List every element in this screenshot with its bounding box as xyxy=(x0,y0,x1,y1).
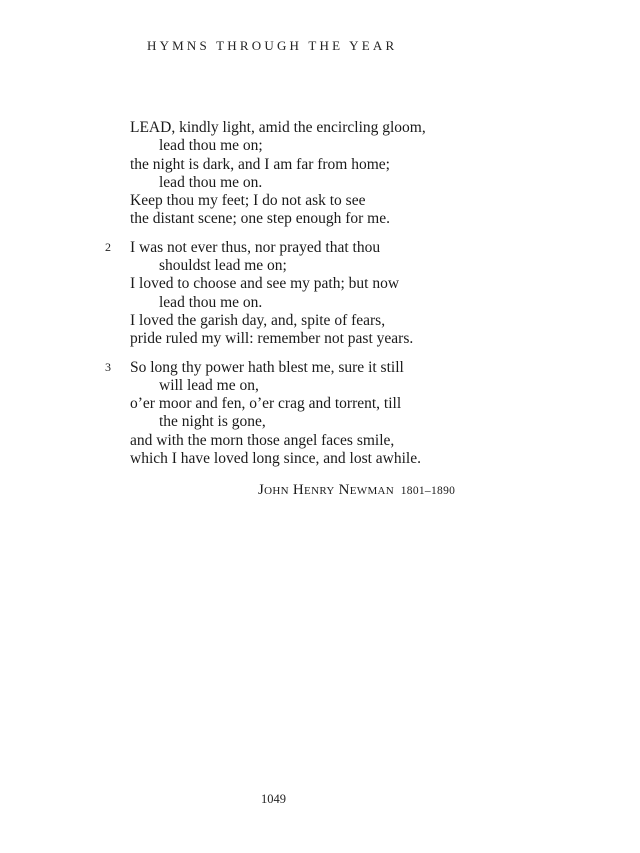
author-dates: 1801–1890 xyxy=(400,485,456,497)
page-number: 1049 xyxy=(261,792,286,806)
verse-1 xyxy=(105,119,525,229)
verse-line: lead thou me on. xyxy=(159,173,263,191)
verse-number: 3 xyxy=(105,359,111,374)
verse-line: I loved to choose and see my path; but now xyxy=(130,275,400,293)
verse-3 xyxy=(105,359,525,469)
verse-line: lead thou me on. xyxy=(159,293,263,311)
verse-line: the night is dark, and I am far from home; xyxy=(130,155,390,173)
verse-line: and with the morn those angel faces smile, xyxy=(130,431,395,449)
verse-line: which I have loved long since, and lost awhile. xyxy=(130,450,421,468)
verse-line: So long thy power hath blest me, sure it still xyxy=(130,358,404,376)
verse-line: will lead me on, xyxy=(159,376,259,394)
verse-line: I loved the garish day, and, spite of fears, xyxy=(130,311,386,329)
verse-line: pride ruled my will: remember not past years. xyxy=(130,330,414,348)
author-name: John Henry Newman xyxy=(258,482,395,498)
verse-2 xyxy=(105,239,525,349)
verse-line: lead thou me on; xyxy=(159,137,263,155)
verse-line: Keep thou my feet; I do not ask to see xyxy=(130,192,366,210)
verse-line: LEAD, kindly light, amid the encircling gloom, xyxy=(130,119,426,136)
author-attribution xyxy=(258,482,455,499)
verse-line: the night is gone, xyxy=(159,413,266,431)
verse-line: o’er moor and fen, o’er crag and torrent, till xyxy=(130,395,402,413)
hymn-text xyxy=(105,119,525,478)
verse-number: 2 xyxy=(105,239,111,254)
running-head: HYMNS THROUGH THE YEAR xyxy=(147,38,398,53)
verse-line: shouldst lead me on; xyxy=(159,257,287,275)
verse-line: I was not ever thus, nor prayed that thou xyxy=(130,238,381,256)
verse-line: the distant scene; one step enough for me. xyxy=(130,210,390,228)
